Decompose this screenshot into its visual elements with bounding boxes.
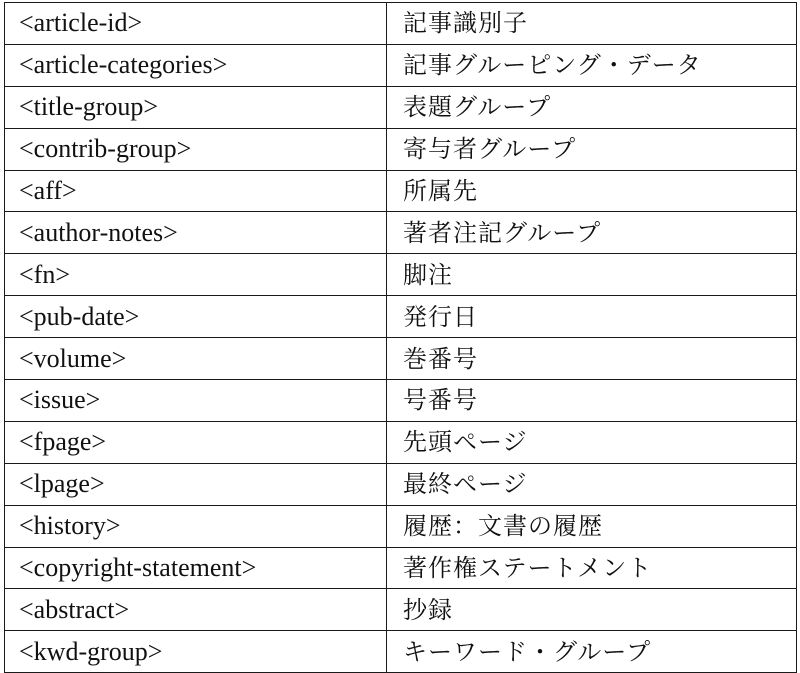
description-cell: 履歴：文書の履歴 xyxy=(387,505,797,547)
tag-cell: <fn> xyxy=(5,254,387,296)
table-row xyxy=(5,505,797,547)
description-cell: 先頭ページ xyxy=(387,421,797,463)
description-cell: 脚注 xyxy=(387,254,797,296)
description-cell: 最終ページ xyxy=(387,463,797,505)
tag-cell: <pub-date> xyxy=(5,296,387,338)
table-row xyxy=(5,212,797,254)
table-row xyxy=(5,380,797,422)
tag-cell: <title-group> xyxy=(5,86,387,128)
tag-cell: <volume> xyxy=(5,338,387,380)
description-cell: 表題グループ xyxy=(387,86,797,128)
table-row xyxy=(5,254,797,296)
tag-cell: <aff> xyxy=(5,170,387,212)
table-row xyxy=(5,463,797,505)
table-row xyxy=(5,631,797,673)
tag-cell: <lpage> xyxy=(5,463,387,505)
tag-cell: <article-categories> xyxy=(5,44,387,86)
tag-cell: <contrib-group> xyxy=(5,128,387,170)
table-row xyxy=(5,547,797,589)
table-row xyxy=(5,170,797,212)
tag-mapping-table xyxy=(4,2,797,673)
table-row xyxy=(5,338,797,380)
table-row xyxy=(5,421,797,463)
description-cell: 記事グルーピング・データ xyxy=(387,44,797,86)
table-row xyxy=(5,86,797,128)
description-cell: 所属先 xyxy=(387,170,797,212)
tag-cell: <abstract> xyxy=(5,589,387,631)
tag-cell: <author-notes> xyxy=(5,212,387,254)
description-cell: 寄与者グループ xyxy=(387,128,797,170)
tag-cell: <kwd-group> xyxy=(5,631,387,673)
description-cell: 記事識別子 xyxy=(387,3,797,45)
description-cell: 抄録 xyxy=(387,589,797,631)
description-cell: 著作権ステートメント xyxy=(387,547,797,589)
description-cell: 号番号 xyxy=(387,380,797,422)
description-cell: キーワード・グループ xyxy=(387,631,797,673)
tag-cell: <history> xyxy=(5,505,387,547)
table-row xyxy=(5,3,797,45)
table-row xyxy=(5,296,797,338)
table-row xyxy=(5,589,797,631)
tag-cell: <issue> xyxy=(5,380,387,422)
description-cell: 発行日 xyxy=(387,296,797,338)
table-row xyxy=(5,128,797,170)
tag-cell: <copyright-statement> xyxy=(5,547,387,589)
description-cell: 巻番号 xyxy=(387,338,797,380)
table-row xyxy=(5,44,797,86)
description-cell: 著者注記グループ xyxy=(387,212,797,254)
tag-cell: <fpage> xyxy=(5,421,387,463)
tag-cell: <article-id> xyxy=(5,3,387,45)
